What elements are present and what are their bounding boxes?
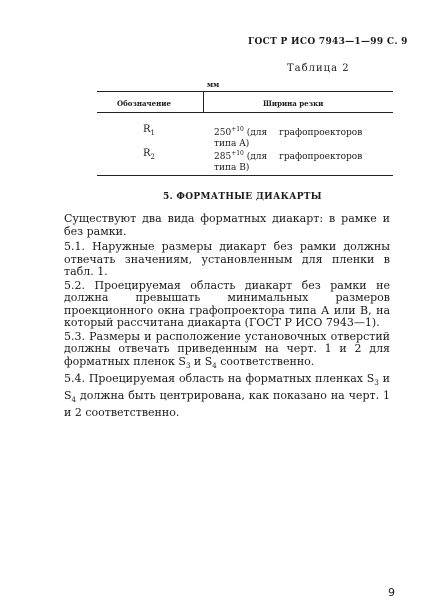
page-number: 9 (388, 586, 395, 599)
table-bottom-rule (97, 175, 393, 176)
table-row-1-symbol: $R_1$ (143, 124, 155, 137)
body-text (64, 213, 390, 419)
table-top-rule (97, 91, 393, 92)
paragraph-5-4: 5.4. Проецируемая область на форматных пленках $S_3$ и $S_4$ должна быть центрирована, как показано на черт. 1 и 2 соответственно. (64, 372, 391, 419)
table-unit: мм (207, 80, 220, 89)
table-row-1-value: $250^{+10}$ (для графопроекторов типа A) (214, 126, 363, 149)
table-header-rule (97, 112, 393, 113)
table-row-2-symbol: $R_2$ (143, 148, 155, 161)
paragraph-5-2: 5.2. Проецируемая область диакарт без рамки не должна превышать минимальных размеров проекционного окна графопроектора типа А или В, на который рассчитана диакарта (ГОСТ Р ИСО 7943—1). (64, 278, 390, 329)
page-header: ГОСТ Р ИСО 7943—1—99 С. 9 (248, 37, 408, 47)
paragraph-5-3: 5.3. Размеры и расположение установочных отверстий должны отвечать приведенным на черт. 1 и 2 для форматных пленок $S_3$ и $S_4$ соответственно. (64, 329, 390, 370)
table-column-separator (203, 91, 204, 112)
table-caption: Таблица 2 (287, 63, 350, 74)
section-title: 5. ФОРМАТНЫЕ ДИАКАРТЫ (163, 192, 322, 202)
table-header-designation: Обозначение (117, 99, 171, 108)
paragraph-5-1: 5.1. Наружные размеры диакарт без рамки должны отвечать значениям, установленным для пленки в табл. 1. (64, 240, 390, 278)
paragraph-intro: Существуют два вида форматных диакарт: в рамке и без рамки. (64, 212, 390, 238)
table-header-cut-width: Ширина резки (263, 99, 324, 108)
table-row-2-value: $285^{+10}$ (для графопроекторов типа B) (214, 150, 363, 173)
